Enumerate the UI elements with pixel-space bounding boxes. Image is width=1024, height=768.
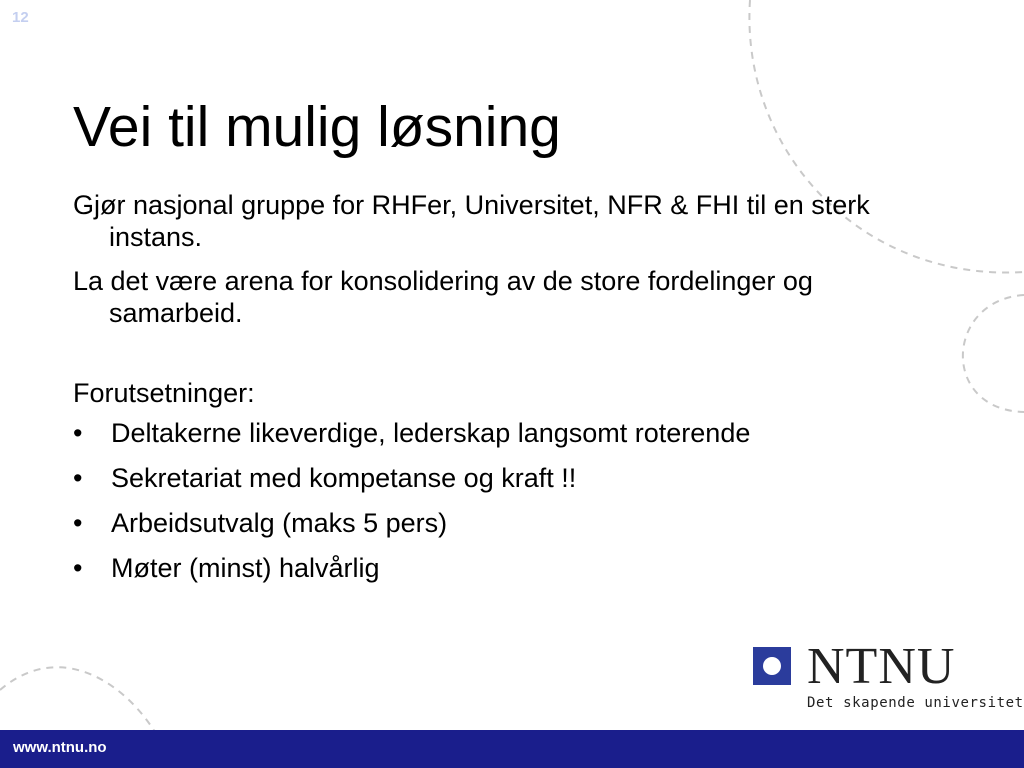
- list-item: [73, 552, 953, 584]
- logo-wordmark: NTNU: [807, 638, 956, 695]
- slide-body: [73, 189, 953, 597]
- list-item-text: Arbeidsutvalg (maks 5 pers): [111, 508, 448, 538]
- list-item: [73, 417, 953, 449]
- body-paragraph: La det være arena for konsolidering av de store fordelinger og samarbeid.: [73, 266, 813, 328]
- slide-title: Vei til mulig løsning: [73, 95, 561, 159]
- list-item-text: Sekretariat med kompetanse og kraft !!: [111, 463, 577, 493]
- prerequisites-heading: Forutsetninger:: [73, 378, 255, 408]
- ntnu-logo: [752, 638, 1024, 718]
- logo-tagline: Det skapende universitet: [807, 695, 1024, 711]
- slide-number: 12: [12, 9, 29, 26]
- footer-url-link[interactable]: www.ntnu.no: [13, 739, 107, 756]
- body-paragraph: Gjør nasjonal gruppe for RHFer, Universitet, NFR & FHI til en sterk instans.: [73, 190, 870, 252]
- list-item: [73, 462, 953, 494]
- list-item-text: Deltakerne likeverdige, lederskap langsomt roterende: [111, 418, 751, 448]
- list-item: [73, 507, 953, 539]
- bullet-icon: •: [73, 463, 83, 493]
- bullet-icon: •: [73, 553, 83, 583]
- ntnu-logo-icon: [753, 647, 791, 685]
- footer-bar: [0, 730, 1024, 768]
- list-item-text: Møter (minst) halvårlig: [111, 553, 380, 583]
- bullet-icon: •: [73, 508, 83, 538]
- prerequisites-list: [73, 417, 953, 584]
- bullet-icon: •: [73, 418, 83, 448]
